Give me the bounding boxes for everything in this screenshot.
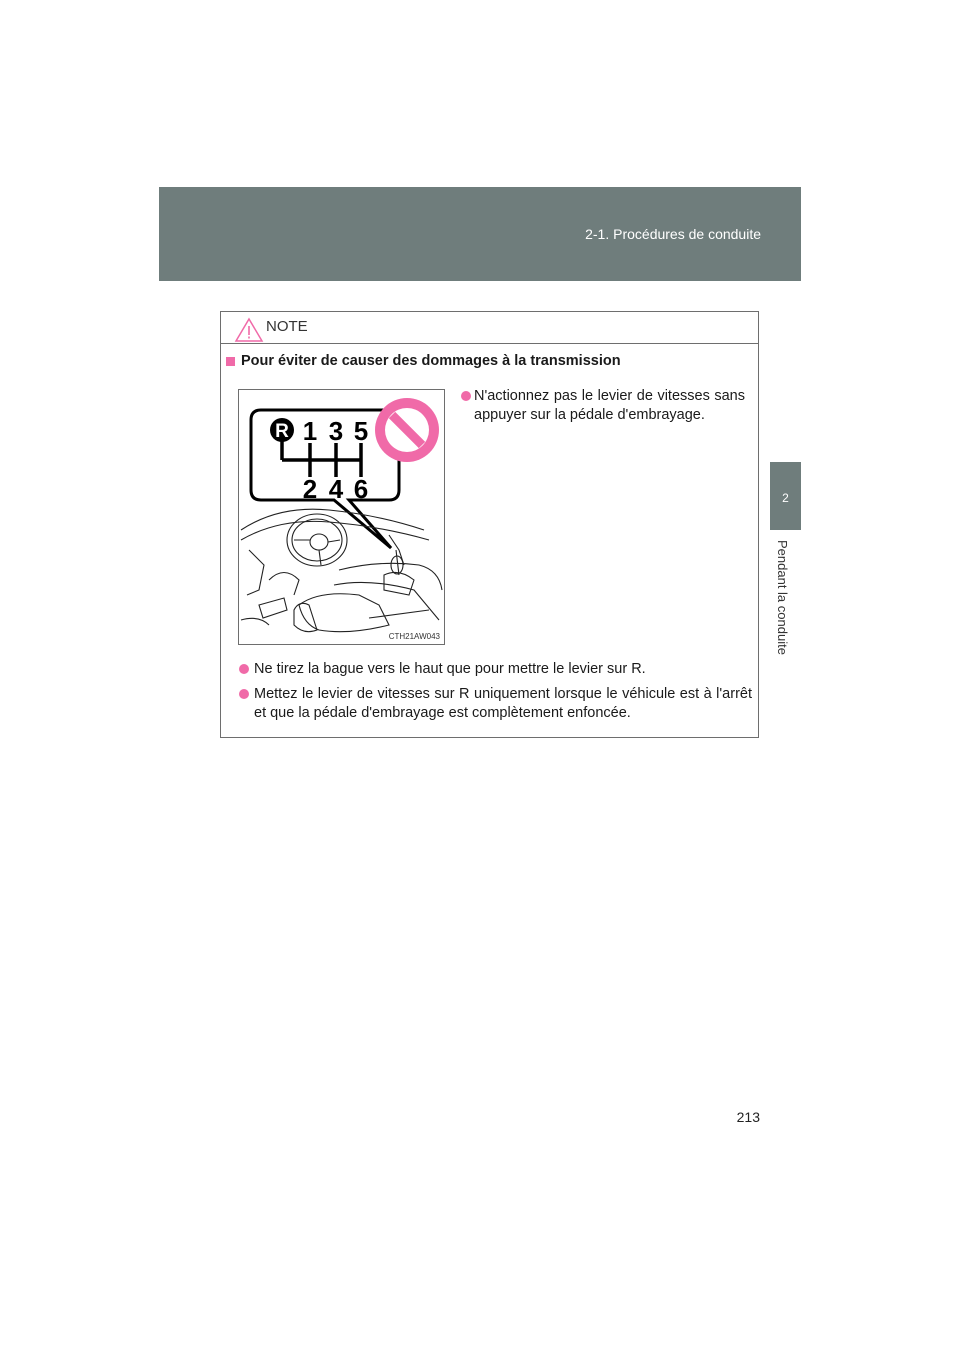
chapter-tab xyxy=(770,462,801,530)
gear-pattern-diagram xyxy=(239,390,444,644)
chapter-number: 2 xyxy=(782,491,789,505)
chapter-label: Pendant la conduite xyxy=(775,540,790,655)
bullet-dot-icon xyxy=(461,391,471,401)
note-header xyxy=(221,312,758,344)
bullet-text: Mettez le levier de vitesses sur R uniquement lorsque le véhicule est à l'arrêt et que la pédale d'embrayage est complètement enfoncée. xyxy=(254,686,752,721)
subheading xyxy=(226,353,621,369)
bullet-dot-icon xyxy=(239,689,249,699)
page-number: 213 xyxy=(736,1109,760,1125)
figure-id: CTH21AW043 xyxy=(388,632,440,641)
square-bullet-icon xyxy=(226,357,235,366)
gear-5: 5 xyxy=(353,416,369,446)
car-interior-sketch xyxy=(241,509,442,632)
bullet-text: N'actionnez pas le levier de vitesses sans appuyer sur la pédale d'embrayage. xyxy=(474,388,745,423)
bullet-item xyxy=(239,685,752,723)
bullet-text: Ne tirez la bague vers le haut que pour mettre le levier sur R. xyxy=(254,661,646,677)
bullet-dot-icon xyxy=(239,664,249,674)
note-label: NOTE xyxy=(266,318,308,335)
gear-r: R xyxy=(275,421,289,442)
section-title: 2-1. Procédures de conduite xyxy=(585,226,761,242)
warning-icon xyxy=(234,317,264,343)
gear-3: 3 xyxy=(328,416,344,446)
gear-2: 2 xyxy=(302,474,318,504)
gear-6: 6 xyxy=(353,474,369,504)
header-bar xyxy=(159,187,801,281)
bullet-item xyxy=(239,660,752,679)
prohibited-icon xyxy=(375,398,439,462)
subheading-text: Pour éviter de causer des dommages à la transmission xyxy=(241,353,621,369)
note-box xyxy=(220,311,759,738)
gear-1: 1 xyxy=(302,416,318,446)
gear-4: 4 xyxy=(328,474,344,504)
bullet-item xyxy=(461,387,745,425)
gear-shift-illustration xyxy=(238,389,445,645)
